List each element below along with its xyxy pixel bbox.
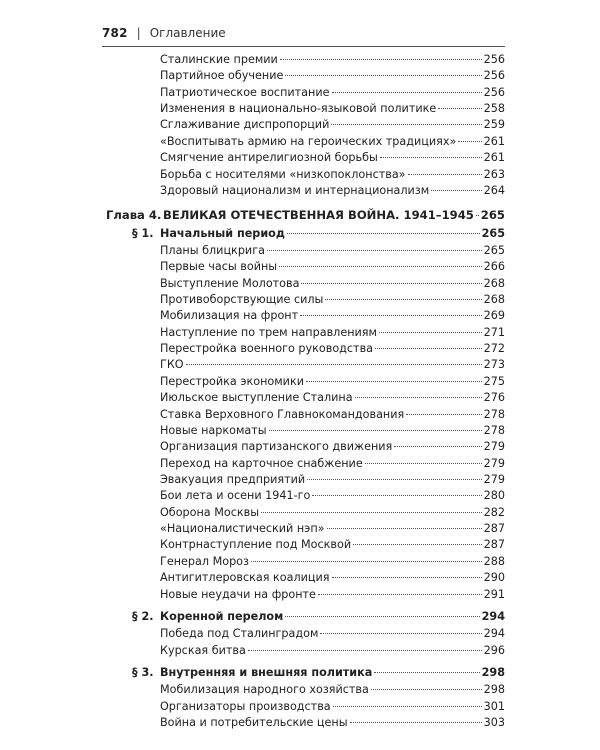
toc-entry: [160, 439, 505, 455]
toc-entry-page: 282: [483, 505, 505, 519]
toc-entry-title: Новые наркоматы: [160, 423, 267, 437]
toc-entry: [160, 505, 505, 521]
section-heading: [160, 609, 505, 625]
toc-entry-title: Война и потребительские цены: [160, 716, 348, 730]
dot-leader: [269, 430, 482, 431]
toc-entry-title: Патриотическое воспитание: [160, 85, 330, 99]
toc-entry-title: Организаторы производства: [160, 699, 331, 713]
toc-entry-page: 279: [483, 440, 505, 454]
toc-entry: [160, 183, 505, 199]
dot-leader: [279, 266, 482, 267]
dot-leader: [301, 283, 481, 284]
toc-entry-title: Победа под Сталинградом: [160, 627, 319, 641]
toc-entry-title: Новые неудачи на фронте: [160, 587, 316, 601]
dot-leader: [371, 689, 482, 690]
header-rule: [102, 46, 505, 47]
toc-entry-page: 265: [483, 243, 505, 257]
toc-entry-page: 256: [483, 69, 505, 83]
toc-entry-page: 256: [483, 53, 505, 66]
toc-entry-title: Антигитлеровская коалиция: [160, 571, 330, 585]
toc-entry-page: 273: [483, 358, 505, 372]
toc-entry-page: 258: [483, 102, 505, 116]
toc-entry: [160, 308, 505, 324]
section-label: § 3.: [132, 665, 154, 679]
dot-leader: [375, 348, 482, 349]
toc-entry-page: 279: [483, 456, 505, 470]
toc-entry-title: Изменения в национально-языковой политике: [160, 102, 437, 116]
dot-leader: [431, 190, 481, 191]
toc-entry-title: «Воспитывать армию на героических традициях»: [160, 134, 457, 148]
section-label: § 1.: [132, 226, 154, 240]
toc-entry-title: Коренной перелом: [160, 609, 284, 623]
toc-entry: [160, 52, 505, 68]
toc-entry: [160, 276, 505, 292]
toc-entry-title: Здоровый национализм и интернационализм: [160, 183, 430, 197]
toc-entry-page: 268: [483, 293, 505, 307]
dot-leader: [331, 124, 481, 125]
toc-entry-title: Противоборствующие силы: [160, 293, 324, 307]
dot-leader: [285, 75, 481, 76]
toc-entry-title: Эвакуация предприятий: [160, 473, 306, 486]
toc-entry: [160, 150, 505, 166]
dot-leader: [380, 157, 482, 158]
toc-entry: [160, 488, 505, 504]
chapter-heading: [163, 207, 505, 223]
toc-entry: [160, 68, 505, 84]
section-heading: [160, 226, 505, 242]
toc-entry-page: 298: [483, 683, 505, 697]
toc-entry-title: Внутренняя и внешняя политика: [160, 665, 373, 679]
toc-entry-page: 278: [483, 407, 505, 421]
dot-leader: [476, 215, 479, 216]
toc-entry-title: Перестройка экономики: [160, 374, 304, 388]
toc-entry-page: 296: [483, 643, 505, 657]
dot-leader: [186, 364, 482, 365]
toc-entry-title: Ставка Верховного Главнокомандования: [160, 407, 405, 421]
toc-entry-page: 294: [481, 609, 505, 623]
toc-entry-title: Наступление по трем направлениям: [160, 325, 377, 339]
toc-entry-page: 278: [483, 423, 505, 437]
toc-entry: [160, 167, 505, 183]
toc-entry-page: 265: [480, 208, 505, 223]
toc-entry: [160, 472, 505, 488]
dot-leader: [438, 108, 481, 109]
toc-entry: [160, 537, 505, 553]
toc-entry-page: 268: [483, 276, 505, 290]
toc-entry: [160, 357, 505, 373]
toc-entry-title: Мобилизация на фронт: [160, 309, 299, 323]
toc-entry-page: 280: [483, 489, 505, 503]
toc-entry-title: Переход на карточное снабжение: [160, 456, 363, 470]
toc-entry: [160, 682, 505, 698]
toc-entry-title: Выступление Молотова: [160, 276, 300, 290]
toc-entry-page: 291: [483, 587, 505, 601]
toc-entry: [160, 134, 505, 150]
dot-leader: [458, 141, 481, 142]
dot-leader: [280, 59, 482, 60]
dot-leader: [332, 92, 482, 93]
toc-entry-page: 271: [483, 325, 505, 339]
toc-entry-page: 269: [483, 309, 505, 323]
toc-entry: [160, 292, 505, 308]
toc-entry: [160, 390, 505, 406]
toc-entry: [160, 374, 505, 390]
toc-entry-page: 279: [483, 473, 505, 486]
toc-entry: [160, 341, 505, 357]
toc-entry-title: Генерал Мороз: [160, 554, 249, 568]
toc-entry-title: Планы блицкрига: [160, 243, 265, 257]
toc-entry-title: «Националистический нэп»: [160, 522, 325, 536]
dot-leader: [406, 414, 481, 415]
toc-entry-page: 263: [483, 167, 505, 181]
dot-leader: [325, 299, 481, 300]
dot-leader: [251, 561, 482, 562]
toc-entry: [160, 259, 505, 275]
toc-entry-page: 266: [483, 260, 505, 274]
toc-entry-title: ГКО: [160, 358, 184, 372]
toc-entry-title: Контрнаступление под Москвой: [160, 538, 352, 552]
running-header: [102, 24, 502, 42]
toc-entry: [160, 643, 505, 659]
dot-leader: [312, 495, 481, 496]
toc-entry-page: 259: [483, 118, 505, 132]
toc-entry: [160, 423, 505, 439]
toc-entry: [160, 521, 505, 537]
toc-entry-title: Борьба с носителями «низкопоклонства»: [160, 167, 406, 181]
toc-entry-title: Партийное обучение: [160, 69, 284, 83]
toc-entry-title: Первые часы войны: [160, 260, 278, 274]
toc-entry-page: 264: [483, 183, 505, 197]
dot-leader: [307, 479, 481, 480]
toc-entry-page: 256: [483, 85, 505, 99]
dot-leader: [327, 528, 482, 529]
toc-entry-page: 287: [483, 538, 505, 552]
toc-entry-page: 276: [483, 391, 505, 405]
dot-leader: [248, 650, 482, 651]
toc-entry-page: 265: [481, 226, 505, 240]
toc-entry-title: Смягчение антирелигиозной борьбы: [160, 151, 378, 165]
toc-entry-page: 290: [483, 571, 505, 585]
header-separator: |: [136, 26, 141, 40]
dot-leader: [267, 250, 482, 251]
toc-entry-page: 298: [481, 665, 505, 679]
toc-entry: [160, 101, 505, 117]
toc-entry-title: Организация партизанского движения: [160, 440, 393, 454]
header-title: Оглавление: [149, 26, 226, 40]
chapter-label: Глава 4.: [106, 208, 162, 223]
toc-entry-page: 288: [483, 554, 505, 568]
toc-entry-page: 294: [483, 627, 505, 641]
toc-entry: [160, 715, 505, 731]
dot-leader: [318, 594, 482, 595]
toc-entry: [160, 699, 505, 715]
toc-entry-title: Бои лета и осени 1941-го: [160, 489, 311, 503]
toc-entry: [160, 587, 505, 603]
dot-leader: [300, 315, 482, 316]
dot-leader: [320, 633, 481, 634]
dot-leader: [353, 544, 482, 545]
toc-entry-page: 272: [483, 342, 505, 356]
toc-entry-title: Курская битва: [160, 643, 246, 657]
dot-leader: [285, 616, 479, 617]
dot-leader: [350, 722, 482, 723]
toc-entry-title: Оборона Москвы: [160, 505, 260, 519]
toc-entry: [160, 407, 505, 423]
toc-entry: [160, 554, 505, 570]
toc-entry: [160, 117, 505, 133]
toc-entry-page: 275: [483, 374, 505, 388]
section-label: § 2.: [132, 609, 154, 623]
toc-entry: [160, 570, 505, 586]
toc-entry-page: 303: [483, 716, 505, 730]
toc-entry-title: Перестройка военного руководства: [160, 342, 374, 356]
toc-entry-title: Сталинские премии: [160, 53, 278, 66]
page-number: 782: [102, 26, 128, 40]
toc-entry-title: Мобилизация народного хозяйства: [160, 683, 369, 697]
dot-leader: [306, 381, 482, 382]
toc-entry: [160, 456, 505, 472]
toc-entry-page: 261: [483, 134, 505, 148]
dot-leader: [261, 512, 482, 513]
dot-leader: [408, 174, 482, 175]
section-heading: [160, 665, 505, 681]
toc-entry: [160, 626, 505, 642]
dot-leader: [355, 397, 482, 398]
toc-entry-title: Сглаживание диспропорций: [160, 118, 330, 132]
toc-entry-title: Начальный период: [160, 226, 285, 240]
toc-entry-page: 261: [483, 151, 505, 165]
dot-leader: [379, 332, 482, 333]
toc-entry-title: Июльское выступление Сталина: [160, 391, 353, 405]
toc-entry: [160, 325, 505, 341]
dot-leader: [365, 463, 482, 464]
dot-leader: [333, 706, 482, 707]
dot-leader: [332, 577, 482, 578]
toc-entry: [160, 85, 505, 101]
toc-entry: [160, 243, 505, 259]
toc-entry-page: 287: [483, 522, 505, 536]
dot-leader: [374, 672, 479, 673]
toc-entry-title: ВЕЛИКАЯ ОТЕЧЕСТВЕННАЯ ВОЙНА. 1941–1945: [163, 208, 474, 223]
dot-leader: [287, 233, 480, 234]
toc-entry-page: 301: [483, 699, 505, 713]
dot-leader: [394, 446, 481, 447]
